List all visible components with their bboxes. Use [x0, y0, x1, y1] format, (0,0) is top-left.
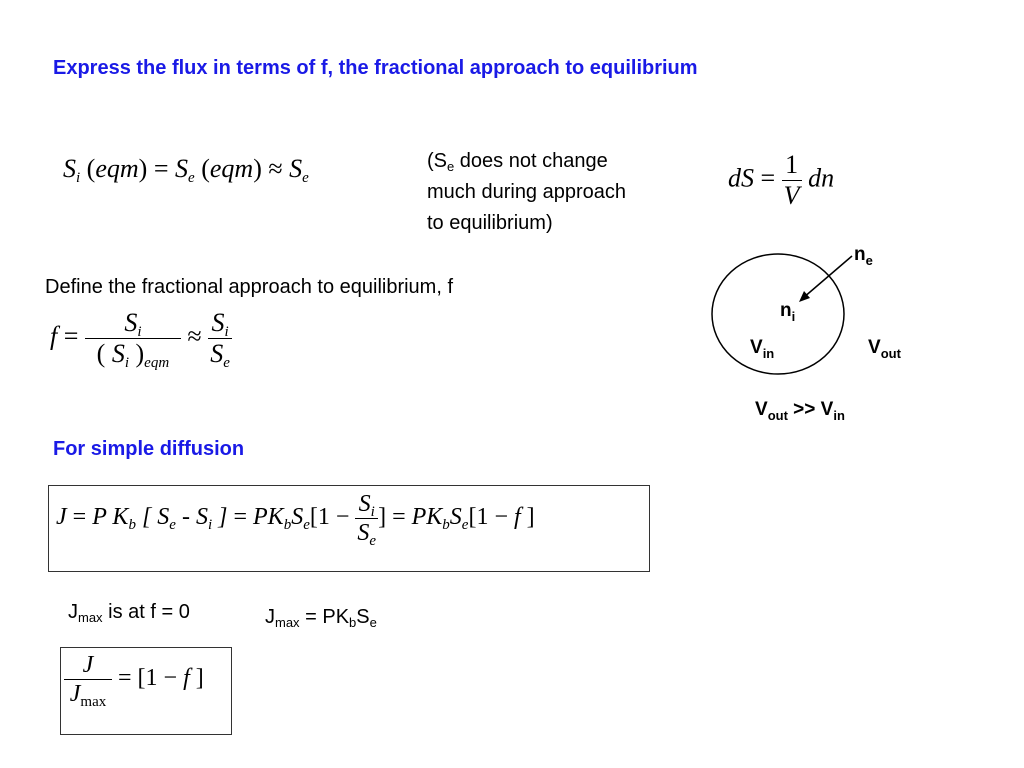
label-n-i: $n_i$: [780, 300, 796, 324]
equilibrium-equation: $S_i$ $(eqm) = S_e$ $(eqm) \approx S_e$: [63, 154, 309, 186]
label-n-e: $n_e$: [854, 244, 873, 268]
define-text: Define the fractional approach to equilibrium, f: [45, 276, 454, 298]
section-heading: For simple diffusion: [53, 438, 245, 460]
ds-equation: dS = $\frac{1}{V}$ dn: [728, 150, 835, 210]
jmax-equation-text: $J_{max} = PK_bS_e$: [265, 606, 377, 630]
label-v-out: $V_{out}$: [868, 337, 901, 361]
jmax-at-text: $J_{max}$ is at f = 0: [68, 601, 190, 625]
volume-relation: $V_{out} >> V_{in}$: [755, 399, 845, 423]
page-title: Express the flux in terms of f, the fractional approach to equilibrium: [53, 57, 698, 79]
ratio-equation: $\frac{J}{J_{max}}$ = [1 − f ]: [64, 653, 204, 706]
f-equation: f = $\frac{S_i}{( S_i )_{eqm}}$ ≈ $\frac{S_i}{S_e}$: [50, 308, 230, 371]
flux-equation: J = P $K_b$ [ $S_e - S_i$ ] = $PK_bS_e[1$ − $\frac{S_i}{S_e}$ ] = $PK_bS_e[1 - f$ ]: [56, 491, 535, 549]
label-v-in: $V_{in}$: [750, 337, 775, 361]
cell-circle: [712, 254, 844, 374]
note-text: ($S_e$ does not change much during approach to equilibrium): [427, 150, 627, 234]
